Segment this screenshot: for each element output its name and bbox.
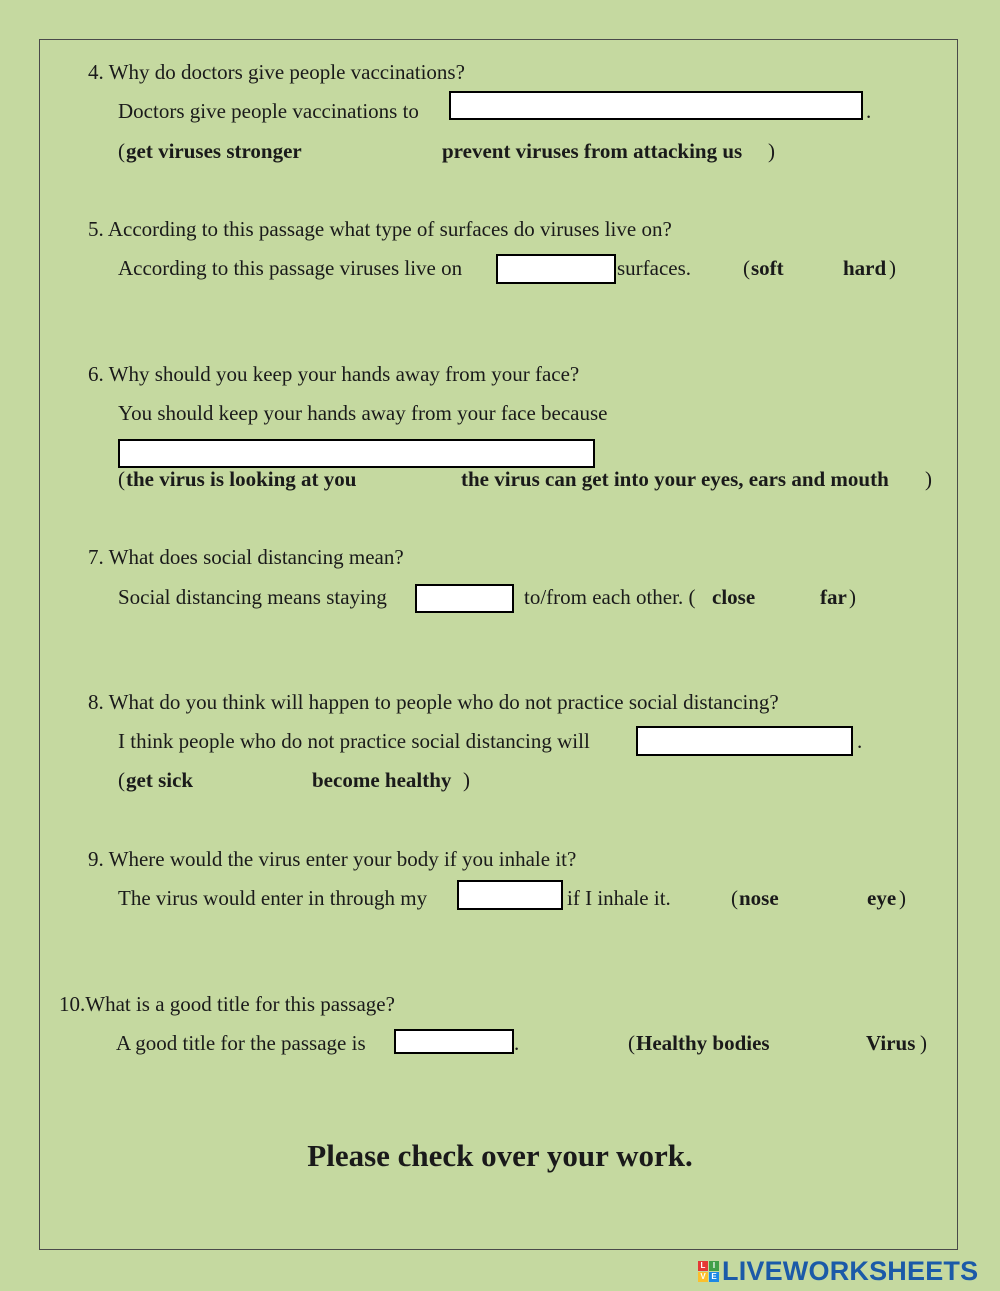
q4-answer-prefix: Doctors give people vaccinations to: [118, 99, 419, 123]
q7-option-2: far: [820, 585, 847, 609]
q10-answer-prefix: A good title for the passage is: [116, 1031, 366, 1055]
q7-question: 7. What does social distancing mean?: [88, 545, 404, 569]
q10-options-open: (: [628, 1031, 635, 1055]
q6-answer-prefix: You should keep your hands away from your face because: [118, 401, 608, 425]
q5-options-open: (: [743, 256, 750, 280]
q9-answer-suffix: if I inhale it.: [567, 886, 671, 910]
q8-answer-suffix: .: [857, 729, 863, 753]
q8-options-open: (: [118, 768, 125, 792]
logo-mark-icon: [698, 1261, 719, 1282]
q9-answer-prefix: The virus would enter in through my: [118, 886, 428, 910]
q5-option-1: soft: [751, 256, 784, 280]
q6-options-open: (: [118, 467, 125, 491]
q5-options-close: ): [889, 256, 896, 280]
liveworksheets-logo: [698, 1257, 978, 1285]
q4-answer-input[interactable]: [449, 91, 863, 120]
q5-answer-prefix: According to this passage viruses live on: [118, 256, 463, 280]
q10-options-close: ): [920, 1031, 927, 1055]
q6-question: 6. Why should you keep your hands away from your face?: [88, 362, 580, 386]
logo-text: LIVEWORKSHEETS: [722, 1255, 979, 1286]
q8-question: 8. What do you think will happen to people who do not practice social distancing?: [88, 690, 779, 714]
q4-option-1: get viruses stronger: [126, 139, 302, 163]
q4-options-close: ): [768, 139, 775, 163]
logo-letter: V: [698, 1272, 708, 1282]
q9-question: 9. Where would the virus enter your body if you inhale it?: [88, 847, 577, 871]
q4-option-2: prevent viruses from attacking us: [442, 139, 743, 163]
q5-option-2: hard: [843, 256, 887, 280]
q10-answer-suffix: .: [514, 1031, 520, 1055]
q7-answer-input[interactable]: [415, 584, 514, 613]
q7-options-close: ): [849, 585, 856, 609]
q8-option-1: get sick: [126, 768, 194, 792]
q5-answer-input[interactable]: [496, 254, 616, 284]
q10-option-2: Virus: [866, 1031, 916, 1055]
q8-answer-prefix: I think people who do not practice social distancing will: [118, 729, 590, 753]
q8-answer-input[interactable]: [636, 726, 853, 756]
q4-answer-suffix: .: [866, 99, 872, 123]
q9-options-close: ): [899, 886, 906, 910]
q6-option-2: the virus can get into your eyes, ears and mouth: [461, 467, 889, 491]
q6-options-close: ): [925, 467, 932, 491]
q9-option-2: eye: [867, 886, 897, 910]
q5-question: 5. According to this passage what type of surfaces do viruses live on?: [88, 217, 672, 241]
q9-option-1: nose: [739, 886, 779, 910]
q6-option-1: the virus is looking at you: [126, 467, 357, 491]
q10-question: 10.What is a good title for this passage?: [59, 992, 395, 1016]
logo-letter: E: [709, 1272, 719, 1282]
q10-answer-input[interactable]: [394, 1029, 514, 1054]
logo-letter: L: [698, 1261, 708, 1271]
q9-answer-input[interactable]: [457, 880, 563, 910]
q4-options-open: (: [118, 139, 125, 163]
q7-option-1: close: [712, 585, 756, 609]
logo-letter: I: [709, 1261, 719, 1271]
q7-answer-suffix: to/from each other. (: [524, 585, 696, 609]
q6-answer-input[interactable]: [118, 439, 595, 468]
closing-instruction: Please check over your work.: [307, 1138, 693, 1173]
q4-question: 4. Why do doctors give people vaccinations?: [88, 60, 465, 84]
q10-option-1: Healthy bodies: [636, 1031, 770, 1055]
q9-options-open: (: [731, 886, 738, 910]
q8-options-close: ): [463, 768, 470, 792]
q5-answer-suffix: surfaces.: [617, 256, 692, 280]
q8-option-2: become healthy: [312, 768, 452, 792]
q7-answer-prefix: Social distancing means staying: [118, 585, 387, 609]
